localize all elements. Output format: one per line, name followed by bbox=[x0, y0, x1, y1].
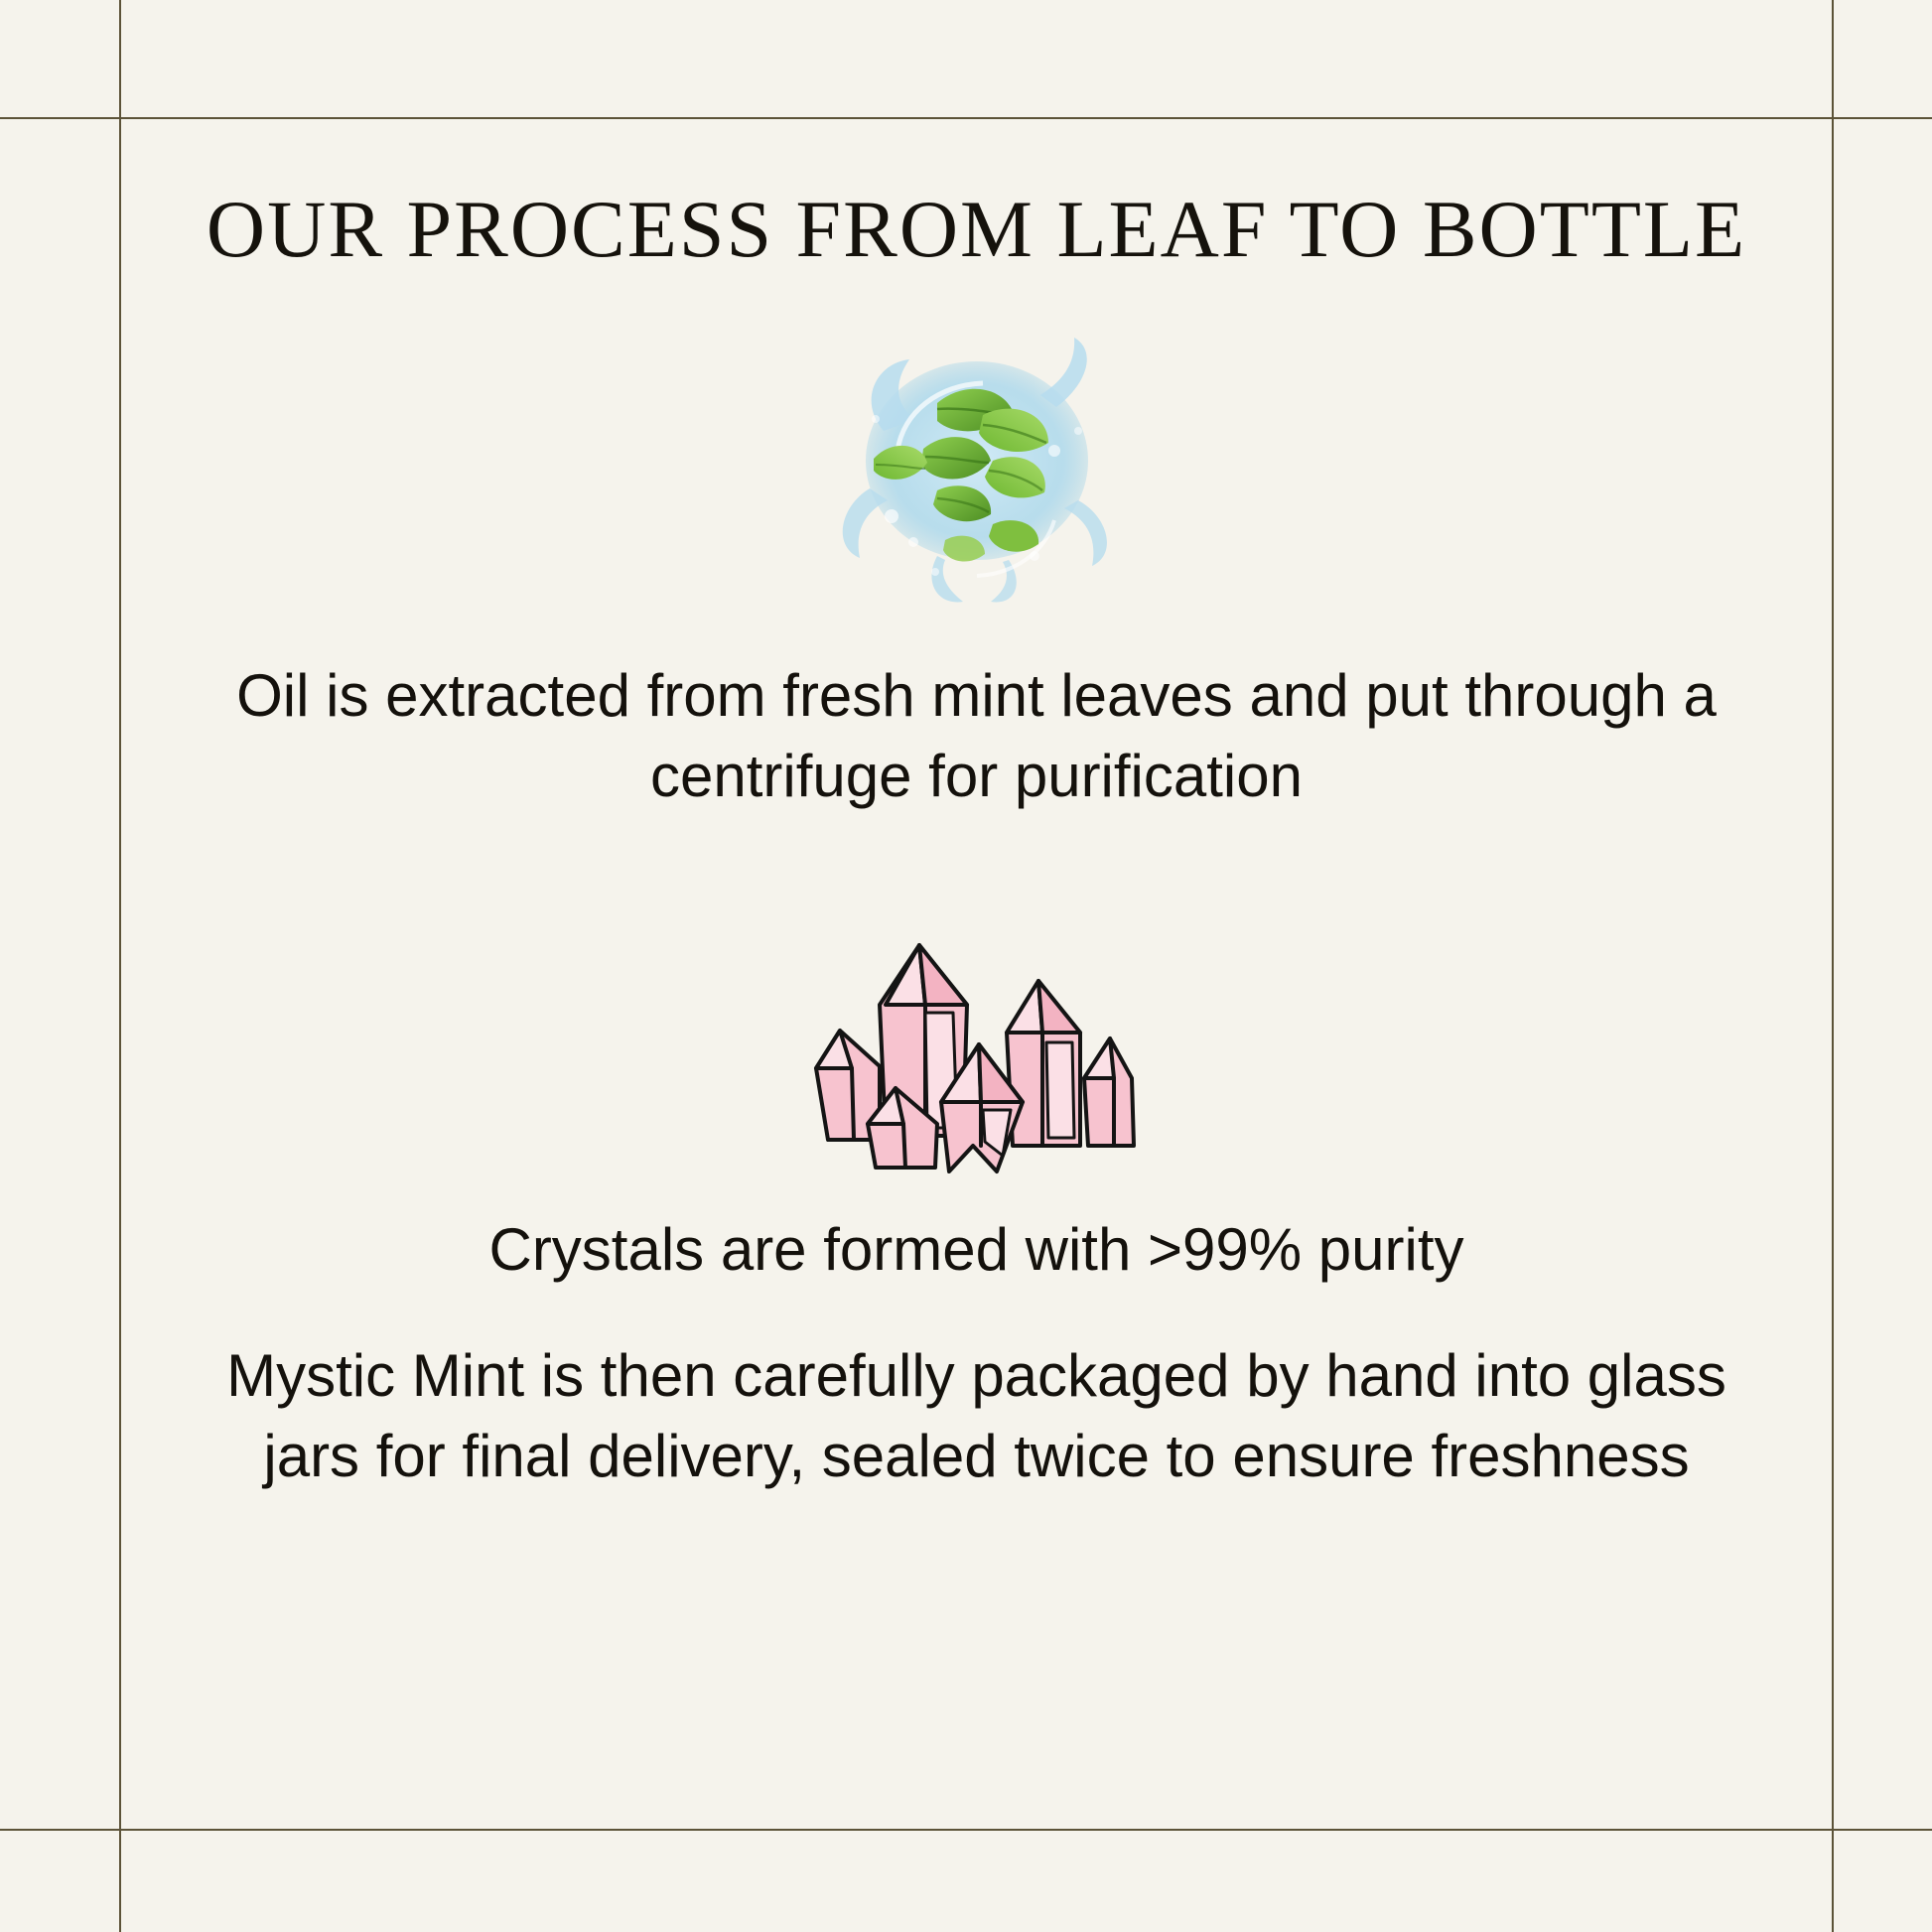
frame-line-bottom bbox=[0, 1829, 1932, 1831]
step-2-caption: Crystals are formed with >99% purity bbox=[488, 1216, 1464, 1284]
frame-line-right bbox=[1832, 0, 1834, 1932]
mint-leaves-water-splash-icon bbox=[788, 312, 1166, 610]
step-3-caption: Mystic Mint is then carefully packaged by hand into glass jars for final delivery, sealed twice to ensure freshness bbox=[226, 1342, 1726, 1490]
pink-crystals-icon bbox=[768, 818, 1185, 1185]
step-1-caption: Oil is extracted from fresh mint leaves and put through a centrifuge for purification bbox=[236, 662, 1717, 810]
poster-content bbox=[121, 119, 1832, 1829]
page-title: OUR PROCESS FROM LEAF TO BOTTLE bbox=[206, 184, 1747, 274]
